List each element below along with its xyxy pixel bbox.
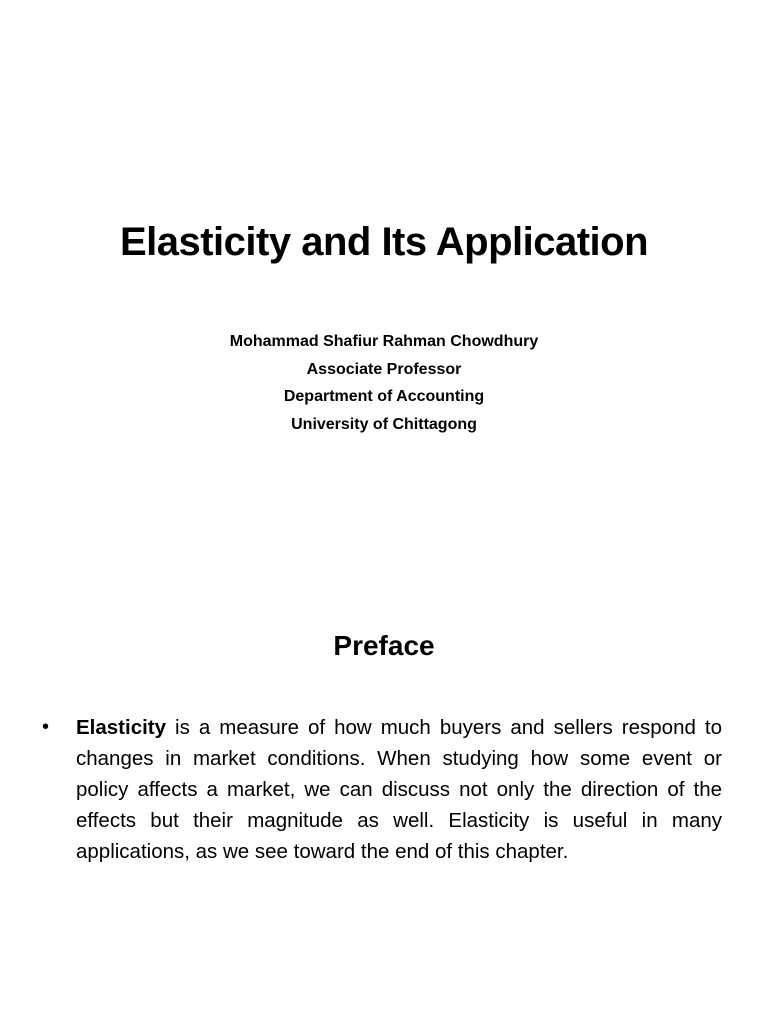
preface-slide	[0, 512, 768, 1024]
bullet-body: is a measure of how much buyers and sellers respond to changes in market conditions. When studying how some event or policy affects a market, we can discuss not only the direction of the effects but their magnitude as well. Elasticity is useful in many applications, as we see toward the end of this chapter.	[76, 716, 722, 863]
author-position: Associate Professor	[306, 360, 462, 378]
slide-title: Elasticity and Its Application	[119, 220, 649, 264]
author-institution: University of Chittagong	[291, 415, 477, 433]
author-department: Department of Accounting	[283, 388, 485, 405]
bullet-term: Elasticity	[76, 716, 167, 739]
author-name: Mohammad Shafiur Rahman Chowdhury	[229, 333, 539, 350]
author-info	[0, 328, 768, 438]
bullet-text	[76, 712, 722, 867]
preface-heading: Preface	[333, 630, 435, 661]
bullet-dot-icon: •	[42, 716, 50, 738]
